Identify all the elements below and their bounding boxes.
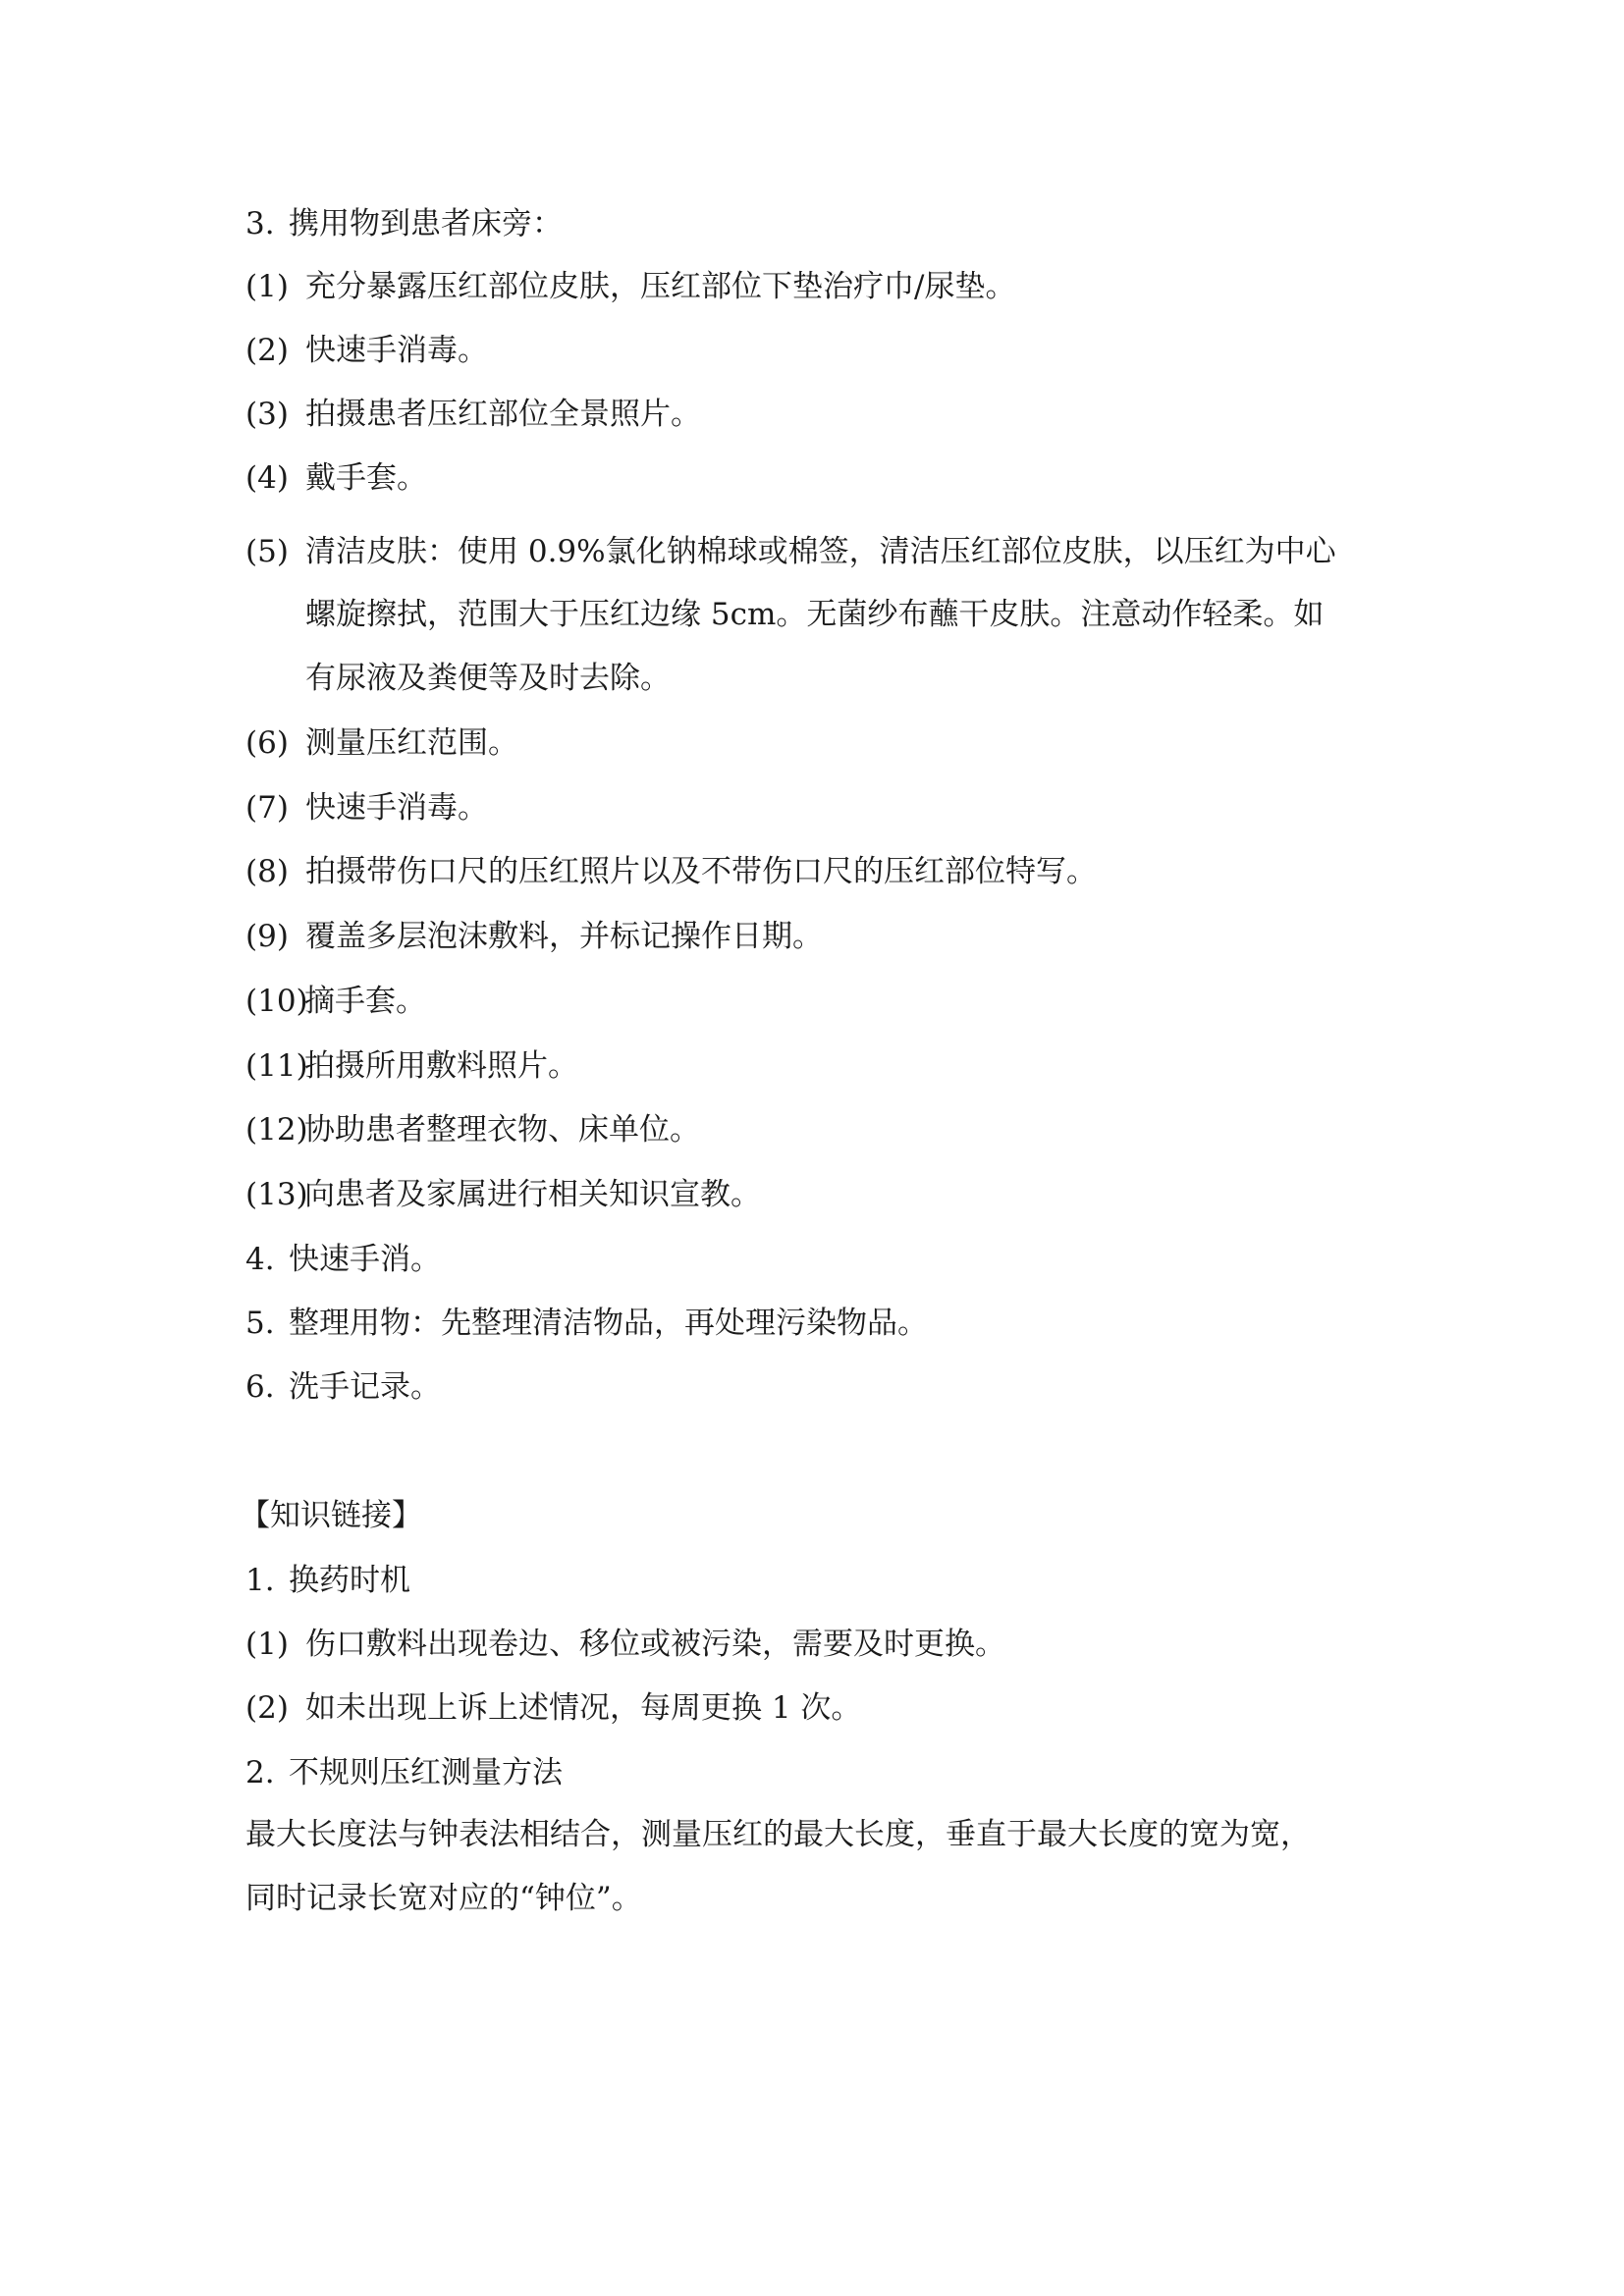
knowledge-item-2: [245, 1753, 563, 1792]
step-number: 3.: [245, 206, 275, 241]
substep-text: 覆盖多层泡沫敷料，并标记操作日期。: [305, 919, 823, 954]
substep-text: 向患者及家属进行相关知识宣教。: [304, 1177, 761, 1212]
substep-number: (13): [245, 1177, 308, 1212]
substep-number: (11): [245, 1048, 308, 1084]
item-number: 1.: [245, 1563, 275, 1598]
item-number: (2): [245, 1690, 289, 1726]
step-6: [245, 1367, 441, 1407]
knowledge-item-1: [245, 1561, 410, 1600]
substep-number: (5): [245, 534, 289, 569]
knowledge-paragraph-line: [245, 1879, 642, 1918]
substep-number: (2): [245, 333, 289, 368]
substep-9: [245, 917, 823, 956]
item-number: (1): [245, 1627, 289, 1662]
substep-text: 充分暴露压红部位皮肤，压红部位下垫治疗巾/尿垫。: [305, 269, 1016, 304]
item-text: 如未出现上诉上述情况，每周更换 1 次。: [305, 1690, 862, 1726]
substep-5-continuation: [305, 595, 1324, 634]
substep-text: 拍摄带伤口尺的压红照片以及不带伤口尺的压红部位特写。: [305, 854, 1097, 889]
item-text: 换药时机: [289, 1563, 410, 1598]
substep-5-continuation: [305, 659, 671, 698]
substep-3: [245, 395, 701, 434]
substep-2: [245, 331, 488, 370]
paragraph-text: 最大长度法与钟表法相结合，测量压红的最大长度，垂直于最大长度的宽为宽，: [245, 1817, 1311, 1852]
knowledge-subitem-2: [245, 1688, 861, 1728]
step-text: 洗手记录。: [289, 1369, 441, 1405]
substep-number: (8): [245, 854, 289, 889]
paragraph-text: 同时记录长宽对应的“钟位”。: [245, 1881, 642, 1916]
knowledge-heading: [240, 1496, 422, 1535]
substep-text: 清洁皮肤：使用 0.9%氯化钠棉球或棉签，清洁压红部位皮肤，以压红为中心: [305, 534, 1336, 569]
substep-1: [245, 267, 1015, 306]
item-text: 伤口敷料出现卷边、移位或被污染，需要及时更换。: [305, 1627, 1005, 1662]
substep-number: (10): [245, 984, 308, 1019]
substep-12: [245, 1110, 700, 1149]
substep-number: (7): [245, 790, 289, 826]
substep-6: [245, 723, 518, 763]
substep-text: 拍摄所用敷料照片。: [304, 1048, 578, 1084]
substep-7: [245, 788, 488, 828]
item-number: 2.: [245, 1755, 275, 1790]
substep-number: (12): [245, 1112, 308, 1148]
substep-number: (4): [245, 460, 289, 496]
substep-5: [245, 532, 1336, 571]
substep-13: [245, 1175, 761, 1214]
substep-text: 戴手套。: [305, 460, 427, 496]
substep-text: 快速手消毒。: [305, 790, 488, 826]
substep-text: 快速手消毒。: [305, 333, 488, 368]
substep-number: (1): [245, 269, 289, 304]
step-5: [245, 1304, 928, 1343]
knowledge-paragraph-line: [245, 1815, 1311, 1854]
step-4: [245, 1240, 441, 1279]
substep-text: 协助患者整理衣物、床单位。: [304, 1112, 700, 1148]
substep-11: [245, 1046, 578, 1086]
substep-number: (3): [245, 397, 289, 432]
section-heading: 【知识链接】: [240, 1498, 422, 1533]
substep-number: (9): [245, 919, 289, 954]
substep-text: 螺旋擦拭，范围大于压红边缘 5cm。无菌纱布蘸干皮肤。注意动作轻柔。如: [305, 597, 1325, 632]
step-text: 快速手消。: [289, 1242, 441, 1277]
substep-text: 有尿液及粪便等及时去除。: [305, 661, 671, 696]
substep-10: [245, 982, 426, 1021]
substep-text: 测量压红范围。: [305, 725, 518, 761]
substep-text: 摘手套。: [304, 984, 426, 1019]
step-text: 携用物到患者床旁：: [289, 206, 563, 241]
knowledge-subitem-1: [245, 1625, 1005, 1664]
substep-text: 拍摄患者压红部位全景照片。: [305, 397, 701, 432]
substep-4: [245, 458, 427, 498]
step-number: 5.: [245, 1306, 275, 1341]
substep-8: [245, 852, 1097, 891]
step-text: 整理用物：先整理清洁物品，再处理污染物品。: [289, 1306, 928, 1341]
step-3: [245, 204, 563, 243]
step-number: 6.: [245, 1369, 275, 1405]
substep-number: (6): [245, 725, 289, 761]
item-text: 不规则压红测量方法: [289, 1755, 563, 1790]
step-number: 4.: [245, 1242, 275, 1277]
